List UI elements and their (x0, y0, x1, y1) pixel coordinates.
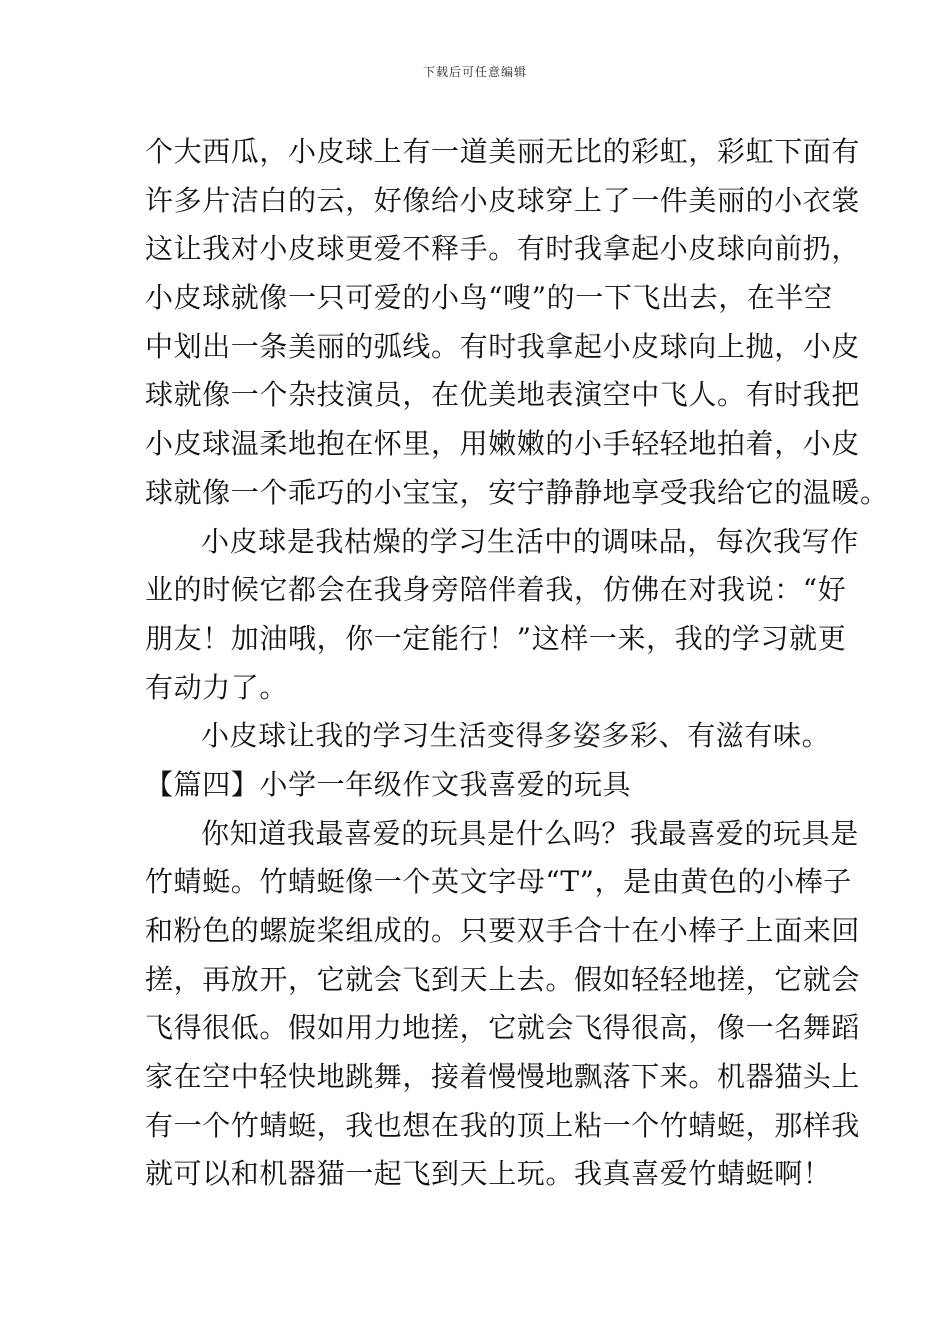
text-line: 搓，再放开，它就会飞到天上去。假如轻轻地搓，它就会 (145, 962, 861, 996)
text-line: 就可以和机器猫一起飞到天上玩。我真喜爱竹蜻蜓啊！ (145, 1157, 832, 1191)
text-line: 业的时候它都会在我身旁陪伴着我，仿佛在对我说：“好 (145, 573, 847, 607)
text-line: 飞得很低。假如用力地搓，它就会飞得很高，像一名舞蹈 (145, 1011, 861, 1045)
text-line: 有动力了。 (145, 670, 289, 704)
text-line: 球就像一个乖巧的小宝宝，安宁静静地享受我给它的温暖。 (145, 475, 889, 509)
paragraph-start-line: 你知道我最喜爱的玩具是什么吗？我最喜爱的玩具是 (201, 816, 859, 850)
text-line: 有一个竹蜻蜓，我也想在我的顶上粘一个竹蜻蜓，那样我 (145, 1108, 861, 1142)
page-header: 下载后可任意编辑 (422, 65, 527, 79)
document-body (145, 128, 889, 1199)
text-line: 个大西瓜，小皮球上有一道美丽无比的彩虹，彩虹下面有 (145, 135, 861, 168)
text-line: 球就像一个杂技演员，在优美地表演空中飞人。有时我把 (145, 378, 861, 412)
section-heading: 【篇四】小学一年级作文我喜爱的玩具 (145, 767, 632, 801)
text-line: 竹蜻蜓。竹蜻蜓像一个英文字母“T”，是由黄色的小棒子 (145, 865, 852, 899)
text-line: 这让我对小皮球更爱不释手。有时我拿起小皮球向前扔， (145, 232, 861, 266)
text-line: 小皮球就像一只可爱的小鸟“嗖”的一下飞出去，在半空 (145, 281, 833, 315)
paragraph-start-line: 小皮球让我的学习生活变得多姿多彩、有滋有味。 (201, 719, 831, 753)
text-line: 朋友！加油哦，你一定能行！”这样一来，我的学习就更 (145, 621, 847, 655)
text-line: 小皮球温柔地抱在怀里，用嫩嫩的小手轻轻地拍着，小皮 (145, 427, 861, 461)
text-line: 许多片洁白的云，好像给小皮球穿上了一件美丽的小衣裳 (145, 183, 861, 217)
paragraph-start-line: 小皮球是我枯燥的学习生活中的调味品，每次我写作 (201, 524, 859, 558)
text-line: 家在空中轻快地跳舞，接着慢慢地飘落下来。机器猫头上 (145, 1060, 861, 1094)
text-line: 中划出一条美丽的弧线。有时我拿起小皮球向上抛，小皮 (145, 329, 861, 363)
text-line: 和粉色的螺旋桨组成的。只要双手合十在小棒子上面来回 (145, 914, 861, 947)
